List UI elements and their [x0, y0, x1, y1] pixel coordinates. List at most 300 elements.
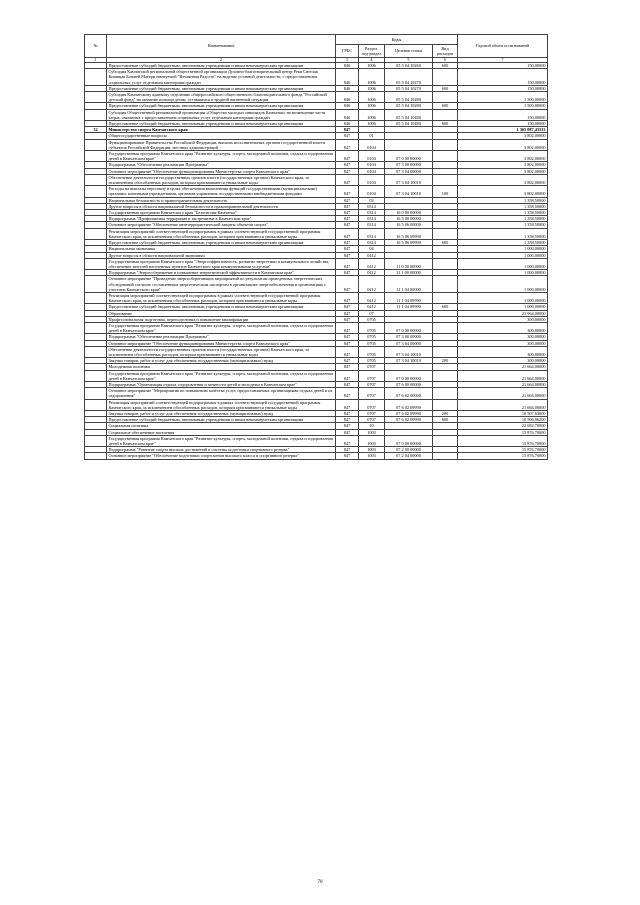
section-code-cell: 1006 [359, 69, 385, 86]
expense-code-cell [433, 228, 458, 239]
grbs-code-cell: 847 [336, 358, 359, 364]
amount-cell: 1 000,00000 [458, 276, 548, 293]
row-number-cell [85, 139, 107, 150]
target-code-cell: 05 5 04 10280 [385, 103, 433, 109]
grbs-code-cell: 847 [336, 410, 359, 416]
amount-cell: 150,00000 [458, 121, 548, 127]
header-section: Раздел, под-раздел [359, 45, 385, 58]
expense-code-cell: 600 [433, 85, 458, 91]
section-code-cell: 0707 [359, 410, 385, 416]
section-code-cell: 01 [359, 133, 385, 139]
section-code-cell: 0314 [359, 240, 385, 246]
grbs-code-cell: 847 [336, 292, 359, 303]
expense-code-cell [433, 292, 458, 303]
item-name-cell: Подпрограмма "Обеспечение реализации Программы" [107, 162, 336, 168]
expense-code-cell: 200 [433, 358, 458, 364]
section-code-cell: 0705 [359, 358, 385, 364]
table-body [85, 63, 548, 460]
table-row [85, 399, 548, 410]
amount-cell: 21 664,00000 [458, 388, 548, 399]
expense-code-cell [433, 388, 458, 399]
item-name-cell: Основное мероприятие "Обеспечение функционирования Министерства спорта Камчатского края" [107, 340, 336, 346]
target-code-cell: 07 0 00 00000 [385, 151, 433, 162]
item-name-cell: Подпрограмма "Развитие спорта высших достижений и системы подготовки спортивного резерва" [107, 447, 336, 453]
grbs-code-cell: 847 [336, 133, 359, 139]
expense-code-cell [433, 370, 458, 381]
item-name-cell: Социальное обеспечение населения [107, 429, 336, 435]
section-code-cell: 1006 [359, 121, 385, 127]
item-name-cell: Предоставление субсидий бюджетным, автономным учреждениям и иным некоммерческим организациям [107, 103, 336, 109]
section-code-cell: 0314 [359, 203, 385, 209]
grbs-code-cell: 847 [336, 151, 359, 162]
grbs-code-cell: 847 [336, 340, 359, 346]
table-row [85, 276, 548, 293]
row-number-cell [85, 276, 107, 293]
amount-cell: 3 802,00000 [458, 133, 548, 139]
grbs-code-cell: 846 [336, 92, 359, 103]
header-target: Целевая статья [385, 45, 433, 58]
section-code-cell: 0412 [359, 270, 385, 276]
item-name-cell: Реализация мероприятий соответствующей подпрограммы в рамках соответствующей государственной программы Камчатского края, за исключением обособленных расходов, которым присваиваются уникальные коды [107, 292, 336, 303]
row-number-cell [85, 258, 107, 269]
section-code-cell: 0705 [359, 334, 385, 340]
section-code-cell: 0104 [359, 174, 385, 185]
item-name-cell: Государственная программа Камчатского края "Развитие культуры, спорта, молодежной политики, отдыха и оздоровления детей в Камчатском крае" [107, 322, 336, 333]
section-code-cell: 0314 [359, 216, 385, 222]
target-code-cell: 07 3 04 10010 [385, 346, 433, 357]
amount-cell: 1 365 087,43333 [458, 127, 548, 133]
amount-cell: 1 358,50000 [458, 197, 548, 203]
amount-cell: 3 802,00000 [458, 168, 548, 174]
section-code-cell: 0412 [359, 304, 385, 310]
amount-cell: 1 000,00000 [458, 304, 548, 310]
target-code-cell: 05 5 04 10260 [385, 63, 433, 69]
row-number-cell [85, 453, 107, 459]
row-number-cell [85, 151, 107, 162]
table-row [85, 258, 548, 269]
row-number-cell [85, 109, 107, 120]
section-code-cell: 0705 [359, 316, 385, 322]
header-number-4: 4 [359, 58, 385, 63]
grbs-code-cell: 846 [336, 109, 359, 120]
grbs-code-cell: 847 [336, 388, 359, 399]
item-name-cell: Национальная экономика [107, 246, 336, 252]
item-name-cell: Общегосударственные вопросы [107, 133, 336, 139]
row-number-cell [85, 399, 107, 410]
expense-code-cell [433, 276, 458, 293]
row-number-cell [85, 92, 107, 103]
header-name: Наименование [107, 35, 336, 58]
target-code-cell: 05 5 04 10270 [385, 85, 433, 91]
section-code-cell: 0314 [359, 210, 385, 216]
table-row [85, 453, 548, 459]
header-number-7: 7 [458, 58, 548, 63]
item-name-cell: Предоставление субсидий бюджетным, автономным учреждениям и иным некоммерческим организациям [107, 63, 336, 69]
target-code-cell: 11 1 04 00000 [385, 276, 433, 293]
item-name-cell: Основное мероприятие "Обеспечение функционирования Министерства спорта Камчатского края" [107, 168, 336, 174]
target-code-cell: 05 5 04 10280 [385, 92, 433, 103]
table-row [85, 435, 548, 446]
item-name-cell: Другие вопросы в области национальной безопасности и правоохранительной деятельности [107, 203, 336, 209]
item-name-cell: Основное мероприятие "Мероприятия по повышению качества услуг, предоставляемых организациями отдыха детей и их оздоровления" [107, 388, 336, 399]
grbs-code-cell: 847 [336, 270, 359, 276]
amount-cell: 1 000,00000 [458, 252, 548, 258]
amount-cell: 1 500,00000 [458, 92, 548, 103]
amount-cell: 10 507,63000 [458, 410, 548, 416]
item-name-cell: Функционирование Правительства Российской Федерации, высших исполнительных органов государственной власти субъектов Российской Федерации, местных администраций [107, 139, 336, 150]
item-name-cell: Реализация мероприятий соответствующей подпрограммы в рамках соответствующей государственной программы Камчатского края, за исключением обособленных расходов, которым присваиваются уникальные коды [107, 228, 336, 239]
target-code-cell: 07 0 00 00000 [385, 435, 433, 446]
grbs-code-cell: 847 [336, 162, 359, 168]
expense-code-cell [433, 453, 458, 459]
grbs-code-cell: 847 [336, 240, 359, 246]
expense-code-cell [433, 399, 458, 410]
target-code-cell: 07 0 00 00000 [385, 370, 433, 381]
table-header [85, 35, 548, 63]
grbs-code-cell: 847 [336, 364, 359, 370]
grbs-code-cell: 847 [336, 246, 359, 252]
section-code-cell: 0707 [359, 364, 385, 370]
section-code-cell: 1003 [359, 429, 385, 435]
section-code-cell: 0412 [359, 292, 385, 303]
section-code-cell: 0705 [359, 346, 385, 357]
grbs-code-cell: 846 [336, 85, 359, 91]
item-name-cell: Обеспечение деятельности государственных органов власти (государственных органов) Камчатского края, за исключением обособленных расходов, которым присваиваются уникальные коды [107, 346, 336, 357]
amount-cell: 1 358,50000 [458, 240, 548, 246]
header-number-6: 6 [433, 58, 458, 63]
amount-cell: 3 802,00000 [458, 139, 548, 150]
expense-code-cell [433, 151, 458, 162]
expense-code-cell: 600 [433, 240, 458, 246]
table-row [85, 174, 548, 185]
amount-cell: 150,00000 [458, 63, 548, 69]
grbs-code-cell: 847 [336, 334, 359, 340]
header-expense: Вид расходов [433, 45, 458, 58]
amount-cell: 300,00000 [458, 322, 548, 333]
item-name-cell: Реализация мероприятий соответствующей подпрограммы в рамках соответствующей государственной программы Камчатского края, за исключением обособленных расходов, которым присваиваются уникальные коды [107, 399, 336, 410]
row-number-cell [85, 69, 107, 86]
grbs-code-cell: 846 [336, 69, 359, 86]
item-name-cell: Обеспечение деятельности государственных органов власти (государственных органов) Камчатского края, за исключением обособленных расходов, которым присваиваются уникальные коды [107, 174, 336, 185]
header-number-3: 3 [336, 58, 359, 63]
item-name-cell: Предоставление субсидий бюджетным, автономным учреждениям и иным некоммерческим организациям [107, 240, 336, 246]
target-code-cell: 07 0 00 00000 [385, 322, 433, 333]
amount-cell: 1 500,00000 [458, 103, 548, 109]
amount-cell: 300,00000 [458, 346, 548, 357]
section-code-cell: 07 [359, 310, 385, 316]
target-code-cell: 11 1 04 09990 [385, 292, 433, 303]
section-code-cell: 1006 [359, 85, 385, 91]
expense-code-cell [433, 346, 458, 357]
grbs-code-cell: 847 [336, 322, 359, 333]
amount-cell: 150,00000 [458, 85, 548, 91]
table-row [85, 139, 548, 150]
section-code-cell: 0707 [359, 417, 385, 423]
table-row [85, 186, 548, 197]
grbs-code-cell: 847 [336, 370, 359, 381]
amount-cell: 3 802,00000 [458, 162, 548, 168]
amount-cell: 300,00000 [458, 334, 548, 340]
item-name-cell: Подпрограмма "Обеспечение реализации Программы" [107, 334, 336, 340]
section-code-cell: 0104 [359, 168, 385, 174]
grbs-code-cell: 847 [336, 197, 359, 203]
amount-cell: 21 664,00000 [458, 370, 548, 381]
amount-cell: 3 802,00000 [458, 174, 548, 185]
amount-cell: 1 000,00000 [458, 258, 548, 269]
section-code-cell: 1006 [359, 92, 385, 103]
item-name-cell: Образование [107, 310, 336, 316]
amount-cell: 22 682,70000 [458, 423, 548, 429]
target-code-cell: 07 3 04 10010 [385, 174, 433, 185]
header-no: № [85, 35, 107, 58]
item-name-cell: Подпрограмма "Профилактика терроризма и экстремизма в Камчатском крае" [107, 216, 336, 222]
amount-cell: 1 000,00000 [458, 292, 548, 303]
grbs-code-cell: 847 [336, 168, 359, 174]
target-code-cell: 16 5 06 09990 [385, 240, 433, 246]
target-code-cell: 11 1 00 00000 [385, 270, 433, 276]
header-sum: Годовой объем ассигнований [458, 35, 548, 58]
table-row [85, 92, 548, 103]
table-row [85, 151, 548, 162]
grbs-code-cell: 847 [336, 429, 359, 435]
item-name-cell: Основное мероприятие "Обеспечение антитеррористической защиты объектов спорта" [107, 222, 336, 228]
amount-cell: 15 876,70000 [458, 429, 548, 435]
row-number-cell [85, 370, 107, 381]
expense-code-cell: 600 [433, 417, 458, 423]
item-name-cell: Национальная безопасность и правоохранительная деятельность [107, 197, 336, 203]
expense-code-cell [433, 174, 458, 185]
item-name-cell: Другие вопросы в области национальной экономики [107, 252, 336, 258]
item-name-cell: Основное мероприятие "Проведение энергосберегающих мероприятий по результатам проведенных энергетических обследований согласно составленным энергетическим паспортам в организациях энергообеспечения и организациях с участием Камчатского края" [107, 276, 336, 293]
amount-cell: 1 358,50000 [458, 228, 548, 239]
expense-code-cell [433, 435, 458, 446]
amount-cell: 150,00000 [458, 109, 548, 120]
amount-cell: 1 358,50000 [458, 216, 548, 222]
section-code-cell: 1003 [359, 453, 385, 459]
item-name-cell: Государственная программа Камчатского края "Развитие культуры, спорта, молодежной политики, отдыха и оздоровления детей в Камчатском крае" [107, 370, 336, 381]
item-name-cell: Социальная политика [107, 423, 336, 429]
amount-cell: 300,00000 [458, 358, 548, 364]
expense-code-cell [433, 139, 458, 150]
grbs-code-cell: 847 [336, 276, 359, 293]
expense-code-cell: 100 [433, 186, 458, 197]
section-code-cell: 10 [359, 423, 385, 429]
amount-cell: 1 358,50000 [458, 210, 548, 216]
grbs-code-cell: 847 [336, 228, 359, 239]
target-code-cell: 05 5 04 10270 [385, 69, 433, 86]
row-number-cell [85, 435, 107, 446]
table-row [85, 346, 548, 357]
grbs-code-cell: 847 [336, 139, 359, 150]
amount-cell: 1 000,00000 [458, 246, 548, 252]
item-name-cell: Министерство спорта Камчатского края [107, 127, 336, 133]
item-name-cell: Субсидия Общественной региональной организации «Общество молодых инвалидов Камчатки» на возмещение части затрат, связанных с предоставлением социальных услуг отдельным категориям граждан [107, 109, 336, 120]
amount-cell: 300,00000 [458, 316, 548, 322]
budget-table [84, 34, 548, 460]
target-code-cell: 07 6 00 00000 [385, 381, 433, 387]
section-code-cell: 1006 [359, 63, 385, 69]
section-code-cell: 0705 [359, 322, 385, 333]
amount-cell: 21 664,00000 [458, 381, 548, 387]
section-code-cell: 0104 [359, 186, 385, 197]
grbs-code-cell: 847 [336, 435, 359, 446]
section-code-cell: 0104 [359, 139, 385, 150]
item-name-cell: Подпрограмма "Энергосбережение и повышение энергетической эффективности в Камчатском крае" [107, 270, 336, 276]
page-number: 70 [317, 880, 323, 885]
section-code-cell: 0707 [359, 388, 385, 399]
amount-cell: 15 876,70000 [458, 435, 548, 446]
expense-code-cell: 600 [433, 304, 458, 310]
item-name-cell: Государственная программа Камчатского края "Энергоэффективность, развитие энергетики и коммунального хозяйства, обеспечение жителей населенных пунктов Камчатского края коммунальными услугами" [107, 258, 336, 269]
header-grbs: ГРБС [336, 45, 359, 58]
header-number-1: 1 [85, 58, 107, 63]
amount-cell: 1 358,50000 [458, 203, 548, 209]
amount-cell: 1 358,50000 [458, 222, 548, 228]
amount-cell: 10 506,96200 [458, 417, 548, 423]
target-code-cell: 07 6 02 09990 [385, 399, 433, 410]
item-name-cell: Государственная программа Камчатского края "Развитие культуры, спорта, молодежной политики, отдыха и оздоровления детей в Камчатском крае" [107, 435, 336, 446]
section-code-cell: 0314 [359, 222, 385, 228]
amount-cell: 21 664,00000 [458, 364, 548, 370]
section-code-cell: 0412 [359, 252, 385, 258]
grbs-code-cell: 847 [336, 346, 359, 357]
target-code-cell: 16 5 00 00000 [385, 216, 433, 222]
grbs-code-cell: 846 [336, 103, 359, 109]
table-row [85, 388, 548, 399]
header-number-5: 5 [385, 58, 433, 63]
grbs-code-cell: 847 [336, 304, 359, 310]
section-code-cell: 0104 [359, 162, 385, 168]
item-name-cell: Основное мероприятие "Обеспечение подготовки спортсменов высокого класса и спортивного резерва" [107, 453, 336, 459]
amount-cell: 15 876,70000 [458, 453, 548, 459]
target-code-cell: 07 2 00 00000 [385, 447, 433, 453]
grbs-code-cell: 847 [336, 417, 359, 423]
row-number-cell: 32 [85, 127, 107, 133]
section-code-cell: 1006 [359, 109, 385, 120]
grbs-code-cell: 847 [336, 222, 359, 228]
target-code-cell: 07 3 00 00000 [385, 334, 433, 340]
amount-cell: 21 664,00000 [458, 399, 548, 410]
item-name-cell: Профессиональная подготовка, переподготовка и повышение квалификации [107, 316, 336, 322]
section-code-cell: 0705 [359, 340, 385, 346]
target-code-cell: 07 3 04 10010 [385, 186, 433, 197]
grbs-code-cell: 847 [336, 252, 359, 258]
header-codes: Коды [336, 35, 458, 45]
expense-code-cell [433, 92, 458, 103]
amount-cell: 3 802,00000 [458, 186, 548, 197]
section-code-cell: 0314 [359, 228, 385, 239]
target-code-cell: 07 6 02 09990 [385, 410, 433, 416]
grbs-code-cell: 847 [336, 186, 359, 197]
amount-cell: 3 802,00000 [458, 151, 548, 162]
target-code-cell: 07 3 04 00000 [385, 168, 433, 174]
grbs-code-cell: 847 [336, 453, 359, 459]
row-number-cell [85, 292, 107, 303]
target-code-cell: 16 5 06 09990 [385, 228, 433, 239]
target-code-cell: 16 0 00 00000 [385, 210, 433, 216]
grbs-code-cell: 847 [336, 310, 359, 316]
row-number-cell [85, 174, 107, 185]
target-code-cell: 05 5 04 10480 [385, 109, 433, 120]
row-number-cell [85, 228, 107, 239]
amount-cell: 300,00000 [458, 340, 548, 346]
item-name-cell: Закупка товаров, работ и услуг для обеспечения государственных (муниципальных) нужд [107, 358, 336, 364]
item-name-cell: Предоставление субсидий бюджетным, автономным учреждениям и иным некоммерческим организациям [107, 304, 336, 310]
expense-code-cell: 600 [433, 63, 458, 69]
target-code-cell: 11 1 04 09990 [385, 304, 433, 310]
table-row [85, 322, 548, 333]
grbs-code-cell: 846 [336, 121, 359, 127]
item-name-cell: Государственная программа Камчатского края "Развитие культуры, спорта, молодежной политики, отдыха и оздоровления детей в Камчатском крае" [107, 151, 336, 162]
section-code-cell: 0707 [359, 370, 385, 381]
amount-cell: 150,00000 [458, 69, 548, 86]
target-code-cell: 07 2 04 00000 [385, 453, 433, 459]
grbs-code-cell: 847 [336, 174, 359, 185]
item-name-cell: Подпрограмма "Организация отдыха, оздоровления и занятости детей и молодежи в Камчатском крае" [107, 381, 336, 387]
table-row [85, 292, 548, 303]
expense-code-cell: 600 [433, 121, 458, 127]
expense-code-cell [433, 258, 458, 269]
item-name-cell: Государственная программа Камчатского края "Безопасная Камчатка" [107, 210, 336, 216]
item-name-cell: Предоставление субсидий бюджетным, автономным учреждениям и иным некоммерческим организациям [107, 85, 336, 91]
grbs-code-cell: 847 [336, 210, 359, 216]
grbs-code-cell: 847 [336, 258, 359, 269]
row-number-cell [85, 346, 107, 357]
expense-code-cell: 200 [433, 410, 458, 416]
target-code-cell [385, 139, 433, 150]
grbs-code-cell: 847 [336, 316, 359, 322]
table-row [85, 228, 548, 239]
table-row [85, 109, 548, 120]
expense-code-cell [433, 322, 458, 333]
amount-cell: 21 964,00000 [458, 310, 548, 316]
target-code-cell: 05 5 04 10480 [385, 121, 433, 127]
target-code-cell: 07 6 02 00000 [385, 388, 433, 399]
row-number-cell [85, 388, 107, 399]
row-number-cell [85, 322, 107, 333]
grbs-code-cell: 847 [336, 423, 359, 429]
expense-code-cell: 600 [433, 103, 458, 109]
grbs-code-cell: 846 [336, 63, 359, 69]
item-name-cell: Предоставление субсидий бюджетным, автономным учреждениям и иным некоммерческим организациям [107, 417, 336, 423]
grbs-code-cell: 847 [336, 216, 359, 222]
section-code-cell: 0412 [359, 258, 385, 269]
item-name-cell: Расходы на выплаты персоналу в целях обеспечения выполнения функций государственными (муниципальными) органами, казенными учреждениями, органами управления государственными внебюджетными фондами [107, 186, 336, 197]
item-name-cell: Молодежная политика [107, 364, 336, 370]
expense-code-cell [433, 69, 458, 86]
section-code-cell: 0104 [359, 151, 385, 162]
section-code-cell: 0412 [359, 276, 385, 293]
header-number-2: 2 [107, 58, 336, 63]
grbs-code-cell: 847 [336, 399, 359, 410]
target-code-cell: 07 3 04 10010 [385, 358, 433, 364]
grbs-code-cell: 847 [336, 447, 359, 453]
section-code-cell: 1003 [359, 435, 385, 446]
section-code-cell: 1003 [359, 447, 385, 453]
item-name-cell: Субсидия Камчатскому краевому отделению общероссийского общественного благотворительного фонда "Российский детский фонд" на оказание помощи детям, оставшимся в трудной жизненной ситуации [107, 92, 336, 103]
section-code-cell: 0707 [359, 399, 385, 410]
item-name-cell: Субсидия Камчатской региональной общественной организации Духовно-благотворительный центр Реки Светлая Кипящая Божией Матери именуемой "Нечаянная Радость" на ведение уставной деятельности, с предоставлением социальных услуг отдельным категориям граждан [107, 69, 336, 86]
item-name-cell: Предоставление субсидий бюджетным, автономным учреждениям и иным некоммерческим организациям [107, 121, 336, 127]
target-code-cell: 11 0 00 00000 [385, 258, 433, 269]
section-code-cell: 04 [359, 246, 385, 252]
target-code-cell: 16 5 06 00000 [385, 222, 433, 228]
section-code-cell: 0707 [359, 381, 385, 387]
grbs-code-cell: 847 [336, 203, 359, 209]
row-number-cell [85, 186, 107, 197]
table-row [85, 370, 548, 381]
section-code-cell: 03 [359, 197, 385, 203]
